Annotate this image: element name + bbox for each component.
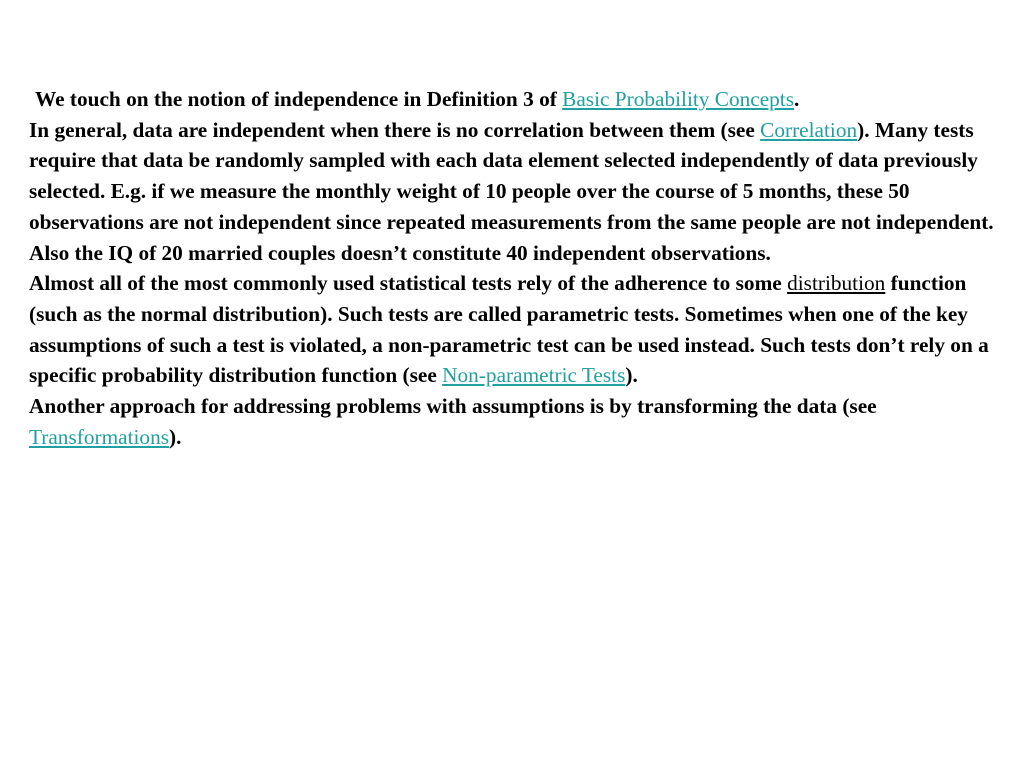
link-basic-probability-concepts[interactable]: Basic Probability Concepts	[562, 87, 795, 111]
paragraph-text: In general, data are independent when there is no correlation between them (see	[29, 117, 761, 142]
paragraph-text: function (such as the normal distribution). Such tests are called parametric tests. Sometimes when one of the key assumptions of such a test is violated, a non-parametric test can be used instead. Such tests don’t rely on a specific probability distribution function (see	[29, 271, 989, 388]
paragraph-text: ).	[169, 424, 182, 449]
document-body	[29, 84, 999, 452]
paragraph-text: .	[794, 87, 800, 111]
paragraph-text: Another approach for addressing problems with assumptions is by transforming the data (see	[29, 394, 877, 419]
link-transformations[interactable]: Transformations	[29, 424, 170, 449]
paragraph-transformations	[29, 391, 999, 452]
paragraph-text: ). Many tests require that data be randomly sampled with each data element selected independently of data previously selected. E.g. if we measure the monthly weight of 10 people over the course of 5 months, these 50 observations are not independent since repeated measurements from the same people are not independent.	[29, 117, 994, 234]
paragraph-parametric-tests	[29, 268, 999, 391]
paragraph-text: Almost all of the most commonly used statistical tests rely of the adherence to some	[29, 271, 788, 296]
paragraph-independent-data	[29, 115, 999, 238]
link-correlation[interactable]: Correlation	[760, 117, 858, 142]
paragraph-text: We touch on the notion of independence in Definition 3 of	[35, 87, 563, 111]
paragraph-independence-definition	[29, 84, 999, 115]
paragraph-iq-couples	[29, 238, 999, 269]
link-distribution[interactable]: distribution	[787, 271, 886, 296]
link-non-parametric-tests[interactable]: Non-parametric Tests	[442, 363, 626, 388]
paragraph-text: Also the IQ of 20 married couples doesn’t constitute 40 independent observations.	[29, 240, 771, 265]
paragraph-text: ).	[625, 363, 638, 388]
